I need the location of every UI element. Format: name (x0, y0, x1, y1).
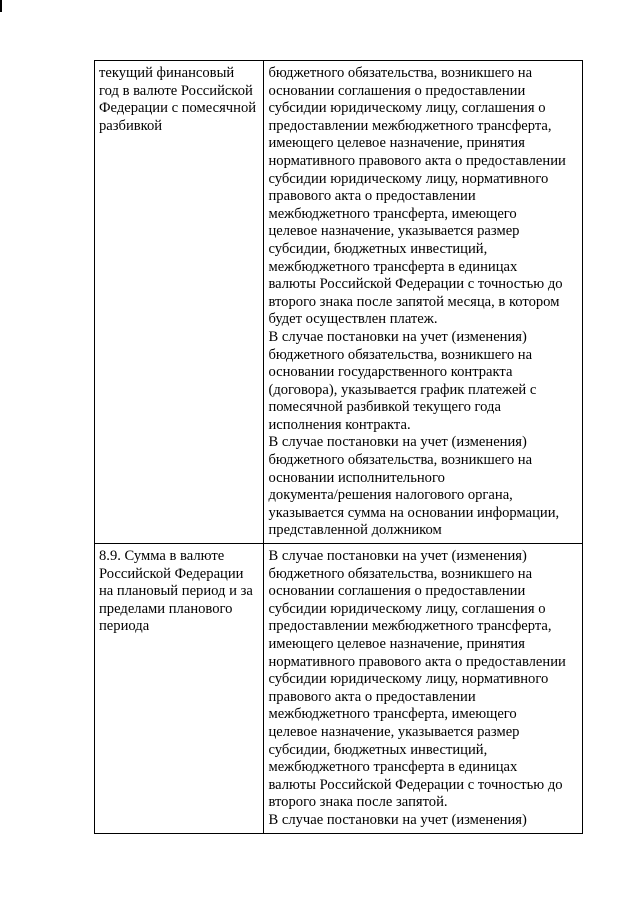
field-name-cell (95, 61, 264, 544)
table-row (95, 544, 583, 834)
field-description-text: бюджетного обязательства, возникшего на основании соглашения о предоставлении субсидии юридическому лицу, соглашения о предоставлении межбюджетного трансферта, имеющего целевое назначение, принятия нормативного правового акта о предоставлении субсидии юридическому лицу, нормативного правового акта о предоставлении межбюджетного трансферта, имеющего целевое назначение, указывается размер субсидии, бюджетных инвестиций, межбюджетного трансферта в единицах валюты Российской Федерации с точностью до второго знака после запятой месяца, в котором будет осуществлен платеж. В случае постановки на учет (изменения) бюджетного обязательства, возникшего на основании государственного контракта (договора), указывается график платежей с помесячной разбивкой текущего года исполнения контракта. В случае постановки на учет (изменения) бюджетного обязательства, возникшего на основании исполнительного документа/решения налогового органа, указывается сумма на основании информации, представленной должником (268, 65, 566, 539)
table-row (95, 61, 583, 544)
scan-corner-mark (0, 0, 2, 12)
field-description-cell (264, 61, 583, 544)
document-table (94, 60, 583, 834)
field-name-text: текущий финансовый год в валюте Российской Федерации с помесячной разбивкой (99, 65, 257, 134)
field-name-text: 8.9. Сумма в валюте Российской Федерации на плановый период и за пределами планового периода (99, 548, 253, 635)
field-description-cell (264, 544, 583, 834)
field-name-cell (95, 544, 264, 834)
field-description-text: В случае постановки на учет (изменения) бюджетного обязательства, возникшего на основании соглашения о предоставлении субсидии юридическому лицу, соглашения о предоставлении межбюджетного трансферта, имеющего целевое назначение, принятия нормативного правового акта о предоставлении субсидии юридическому лицу, нормативного правового акта о предоставлении межбюджетного трансферта, имеющего целевое назначение, указывается размер субсидии, бюджетных инвестиций, межбюджетного трансферта в единицах валюты Российской Федерации с точностью до второго знака после запятой. В случае постановки на учет (изменения) (268, 548, 566, 828)
